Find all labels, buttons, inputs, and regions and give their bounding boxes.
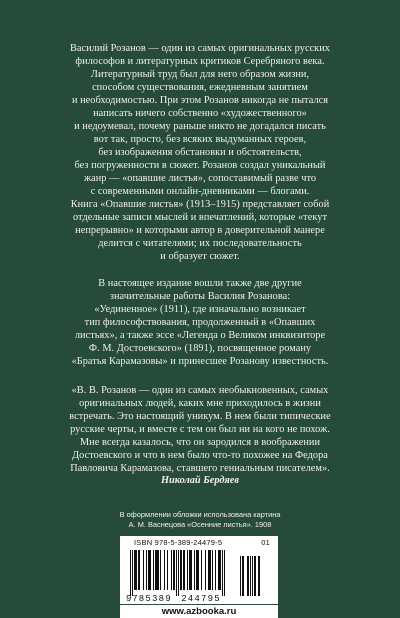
barcode-bar [171,550,172,590]
barcode-bar [190,550,191,590]
text-line: жанр — «опавшие листья», сопоставимый разве что [83,173,317,184]
text-line: «Братья Карамазовы» и принесшее Розанову известность. [71,356,329,367]
isbn-addon-code: 01 [261,538,270,547]
barcode-bar [139,550,140,590]
barcode-bar [138,550,139,590]
text-line: А. М. Васнецова «Осенние листья». 1908 [128,520,272,529]
barcode-bar [148,550,149,590]
text-line: «В. В. Розанов — один из самых необыкновенных, самых [71,385,329,396]
publisher-website: www.azbooka.ru [120,605,278,618]
barcode [120,548,278,604]
text-line: Литературный труд был для него образом жизни, [90,69,310,80]
barcode-bar [201,550,202,590]
barcode-bar [183,550,184,590]
barcode-bar [181,550,182,590]
barcode-bar [191,550,192,590]
barcode-addon-bar [243,556,244,596]
barcode-bar [143,550,144,590]
text-line: Книга «Опавшие листья» (1913–1915) представляет собой [70,199,330,210]
barcode-bar [219,550,220,590]
barcode-addon-bar [240,556,241,596]
text-line: с современными онлайн-дневниками — блогами. [90,186,310,197]
barcode-bar [218,550,219,590]
quote-author: Николай Бердяев [161,475,239,486]
cover-art-credit [18,510,382,530]
barcode-bar [153,550,154,590]
barcode-bar [197,550,198,590]
barcode-bar [150,550,151,590]
barcode-bar [210,550,211,590]
barcode-bar [196,550,197,590]
text-line: способом существования, ежедневным занятием [92,82,308,93]
barcode-bar [212,550,213,590]
barcode-bar [157,550,158,590]
text-line: без изображения обстановки и обстоятельств, [98,147,302,158]
text-line: Василий Розанов — один из самых оригинальных русских [70,43,330,54]
text-line: «Уединенное» (1911), где изначально возникает [94,304,306,315]
text-line: вот так, просто, без всяких выдуманных героев, [93,134,307,145]
barcode-bar [146,550,147,590]
barcode-addon-bar [259,556,260,596]
text-line: В настоящее издание вошли также две другие [98,278,302,289]
barcode-bar [189,550,190,590]
barcode-bar [205,550,206,590]
text-line: без погруженности в сюжет. Розанов создал уникальный [74,160,326,171]
barcode-bar [209,550,210,590]
barcode-bar [174,550,175,590]
barcode-bar [156,550,157,590]
text-line: и необходимостью. При этом Розанов никогда не пытался [71,95,329,106]
barcode-bar [173,550,174,590]
barcode-addon-bar [242,556,243,596]
barcode-addon-bar [252,556,253,596]
text-line: Павловича Карамазова, ставшего гениальным писателем». [70,463,330,474]
text-line: тип философствования, продолженный в «Опавших [84,317,316,328]
text-line: Достоевского и что в нем было что-то похожее на Федора [72,450,328,461]
text-line: оригинальных людей, каких мне приходилось в жизни [79,398,321,409]
text-line: листьях», а также эссе «Легенда о Великом инквизиторе [74,330,326,341]
barcode-bar [178,550,179,596]
barcode-left-digits: 785389 [132,594,172,604]
barcode-right-digits: 244795 [181,594,221,604]
barcode-bar [155,550,156,590]
isbn-row [120,538,278,548]
contents-paragraph [18,277,382,368]
barcode-bar [176,550,177,596]
barcode-bar [158,550,159,590]
barcode-addon-bars [240,556,260,596]
text-line: отдельные записи мыслей и впечатлений, которые «текут [72,212,328,223]
barcode-bar [220,550,221,590]
barcode-bar [130,550,131,596]
text-line: значительные работы Василия Розанова: [109,291,291,302]
text-line: и недоумевал, почему раньше никто не догадался писать [74,121,326,132]
barcode-bar [194,550,195,590]
barcode-bar [167,550,168,590]
text-line: написать ничего собственно «художественного» [93,108,307,119]
barcode-bar [222,550,223,596]
barcode-bar [160,550,161,590]
barcode-bar [224,550,225,596]
text-line: встречать. Это настоящий уникум. В нем были типические [69,411,331,422]
text-line: В оформлении обложки использована картина [119,510,281,519]
barcode-bar [132,550,133,596]
barcode-bar [134,550,135,590]
barcode-bar [180,550,181,590]
barcode-bar [198,550,199,590]
barcode-addon-bar [254,556,255,596]
barcode-first-digit: 9 [126,594,132,604]
barcode-addon-bar [250,556,251,596]
barcode-addon-bar [258,556,259,596]
text-line: русские черты, и вместе с тем он был ни на кого не похож. [70,424,330,435]
barcode-bar [215,550,216,590]
text-line: делится с читателями; их последовательность [98,238,302,249]
barcode-bar [135,550,136,590]
text-line: непрерывно» и которыми автор в доверительной манере [75,225,325,236]
barcode-bar [187,550,188,590]
text-line: и образует сюжет. [160,251,240,262]
isbn-label: ISBN 978-5-389-24479-5 [134,538,223,547]
barcode-bar [136,550,137,590]
barcode-panel [120,536,278,604]
text-line: Ф. М. Достоевского» (1891), посвященное роману [88,343,312,354]
barcode-addon-bar [247,556,248,596]
barcode-bar [149,550,150,590]
text-line: философов и литературных критиков Серебряного века. [75,56,325,67]
barcode-bar [184,550,185,590]
barcode-bar [164,550,165,590]
barcode-bar [208,550,209,590]
barcode-addon-bar [255,556,256,596]
text-line: Мне всегда казалось, что он зародился в воображении [79,437,321,448]
barcode-bars [130,550,225,596]
quote-paragraph [18,384,382,475]
description-paragraph [18,42,382,263]
barcode-addon-bar [248,556,249,596]
